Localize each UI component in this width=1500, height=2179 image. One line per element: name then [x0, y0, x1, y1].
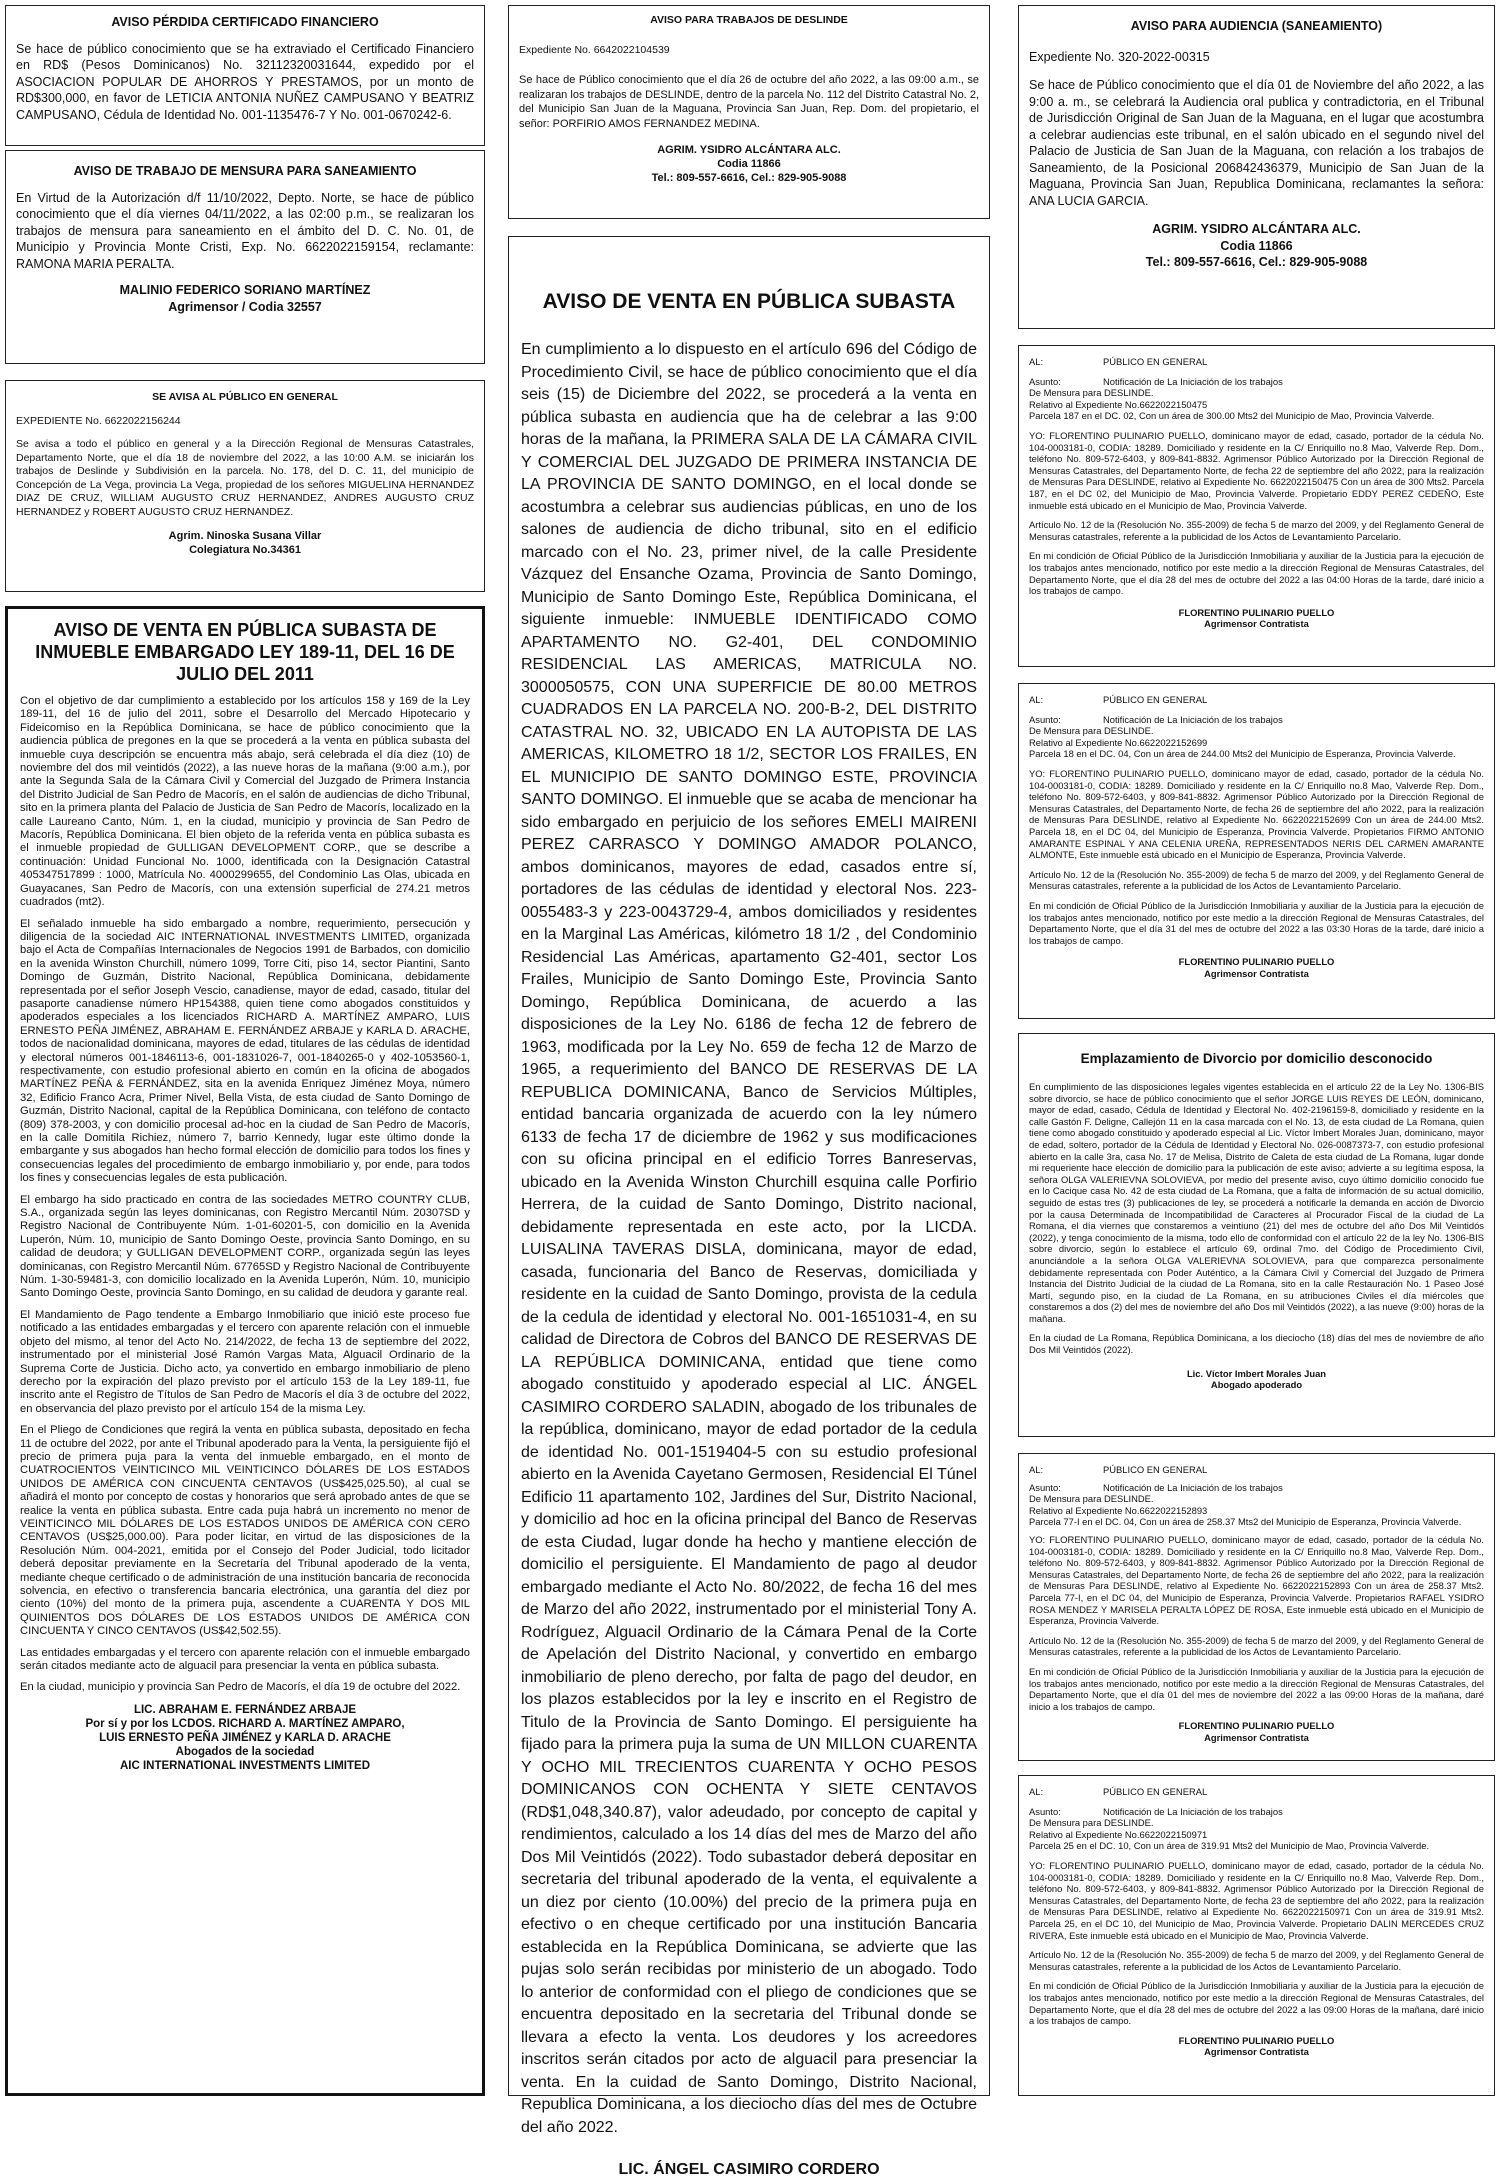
notice-paragraph: Con el objetivo de dar cumplimiento a establecido por los artículos 158 y 169 de la Ley 189-11, del 16 de julio del 2011, sobre el Desarrollo del Mercado Hipotecario y Fideicomiso en la República Dominicana, se hace de público conocimiento que la audiencia pública de pregones en la que se procederá a la venta en pública subasta del inmueble cuya descripción se encuentra más abajo, será celebrada el día diez (10) de noviembre del dos mil veintidós (2022), a las nueve horas de la mañana (9:00 a.m.), por ante la Segunda Sala de la Cámara Civil y Comercial del Juzgado de Primera Instancia del Distrito Judicial de San Pedro de Macorís, en el salón de audiencias de dicho Tribunal, sito en la primera planta del Palacio de Justicia de San Pedro de Macorís, localizado en la calle Laureano Canto, Núm. 1, en la ciudad, municipio y provincia de San Pedro de Macorís, República Dominicana. El bien objeto de la referida venta en pública subasta es el inmueble propiedad de GULLIGAN DEVELOPMENT CORP., que se describe a continuación: Unidad Funcional No. 1000, identificada con la Designación Catastral 405347517899 : 1000, Matrícula No. 4000299655, del Condominio Las Olas, ubicada en Guayacanes, San Pedro de Macorís, con una extensión superficial de 274.21 metros cuadrados (mt2). — [20, 695, 470, 909]
signature-title: Agrimensor / Codia 32557 — [168, 299, 322, 314]
subject-label: Asunto: — [1029, 375, 1061, 387]
signature-name: FLORENTINO PULINARIO PUELLO — [1178, 2034, 1335, 2046]
signature-line: LUIS ERNESTO PEÑA JIMÉNEZ y KARLA D. ARACHE — [99, 1731, 391, 1744]
signature-name: AGRIM. YSIDRO ALCÁNTARA ALC. — [657, 144, 841, 156]
signature-line: Tel.: 809-557-6616, Cel.: 829-905-9088 — [651, 172, 847, 184]
signature-name: FLORENTINO PULINARIO PUELLO — [1178, 1720, 1335, 1732]
notice-body: Se avisa a todo el público en general y a la Dirección Regional de Mensuras Catastrales, Departamento Norte, que el día 18 de noviembre del 2022, a las 10:00 A.M. se iniciarán los trabajos de Deslinde y Subdivisión en la parcela. No. 178, del D. C. 11, del municipio de Concepción de La Vega, provincia La Vega, propiedad de los señores MIGUELINA HERNANDEZ DIAZ DE CRUZ, WILLIAM AUGUSTO CRUZ HERNANDEZ, ANDRES AUGUSTO CRUZ HERNANDEZ y ROBERT AUGUSTO CRUZ HERNANDEZ. — [16, 438, 474, 518]
signature-name: Agrim. Ninoska Susana Villar — [168, 530, 322, 542]
notice-paragraph: Artículo No. 12 de la (Resolución No. 355-2009) de fecha 5 de marzo del 2009, y del Reglamento General de Mensuras catastrales, referente a la publicidad de los Actos de Levantamiento Parcelario. — [1029, 1949, 1484, 1972]
notice-line: Parcela 18 en el DC. 04, Con un área de 244.00 Mts2 del Municipio de Esperanza, Provincia Valverde. — [1029, 748, 1456, 760]
notice-line: De Mensura para DESLINDE. — [1029, 1817, 1154, 1829]
signature-line: Codia 11866 — [717, 158, 781, 170]
notice-line: Relativo al Expediente No.6622022150971 — [1029, 1828, 1208, 1840]
signature-name: FLORENTINO PULINARIO PUELLO — [1178, 956, 1335, 968]
notice-date-line: En la ciudad, municipio y provincia San Pedro de Macorís, el día 19 de octubre del 2022. — [20, 1681, 461, 1694]
signature-line: Codia 11866 — [1220, 238, 1293, 253]
signature-title: Agrimensor Contratista — [1204, 967, 1309, 979]
subject-value: Notificación de La Iniciación de los trabajos — [1103, 713, 1283, 725]
subject-label: Asunto: — [1029, 1481, 1061, 1493]
notice-line: Relativo al Expediente No.6622022150475 — [1029, 398, 1208, 410]
notice-title: AVISO PÉRDIDA CERTIFICADO FINANCIERO — [111, 15, 379, 29]
notice-paragraph: En mi condición de Oficial Público de la Jurisdicción Inmobiliaria y auxiliar de la Justicia para la ejecución de los trabajos antes mencionado, notifico por este medio a la dirección Regional de Mensuras Catastrales, del Departamento Norte, que el día 28 del mes de octubre del 2022 a las 09:00 Horas de la mañana, daré inicio a los trabajos de campo. — [1029, 1980, 1484, 2027]
notice-line: De Mensura para DESLINDE. — [1029, 1493, 1154, 1505]
subject-value: Notificación de La Iniciación de los trabajos — [1103, 375, 1283, 387]
notice-mensura-3 — [1018, 1453, 1495, 1761]
notice-mensura-saneamiento — [5, 150, 485, 364]
subject-label: Asunto: — [1029, 713, 1061, 725]
notice-paragraph: Las entidades embargadas y el tercero con aparente relación con el inmueble embargado serán citados mediante acto de alguacil para presenciar la venta en pública subasta. — [20, 1646, 470, 1673]
notice-line: Parcela 77-I en el DC. 04, Con un área de 258.37 Mts2 del Municipio de Esperanza, Provincia Valverde. — [1029, 1516, 1462, 1528]
signature-name: Lic. Víctor Imbert Morales Juan — [1186, 1367, 1327, 1379]
notice-title: AVISO DE VENTA EN PÚBLICA SUBASTA DE INMUEBLE EMBARGADO LEY 189-11, DEL 16 DE JULIO DEL 2011 — [35, 620, 455, 684]
notice-deslinde-works — [508, 5, 990, 219]
subject-value: Notificación de La Iniciación de los trabajos — [1103, 1481, 1283, 1493]
notice-public-auction-embargo — [5, 606, 485, 2096]
expediente-number: Expediente No. 320-2022-00315 — [1029, 49, 1210, 64]
signature-title: Agrimensor Contratista — [1204, 618, 1309, 630]
to-label: AL: — [1029, 1786, 1044, 1797]
notice-mensura-1 — [1018, 345, 1495, 667]
notice-paragraph: Artículo No. 12 de la (Resolución No. 355-2009) de fecha 5 de marzo del 2009, y del Reglamento General de Mensuras catastrales, referente a la publicidad de los Actos de Levantamiento Parcelario. — [1029, 1634, 1484, 1658]
notice-paragraph: El embargo ha sido practicado en contra de las sociedades METRO COUNTRY CLUB, S.A., organizada según las leyes dominicanas, con Registro Mercantil Núm. 20307SD y Registro Nacional de Contribuyente Núm. 1-01-60201-5, con domicilio en la Avenida Luperón, Núm. 10, municipio de Santo Domingo Oeste, provincia Santo Domingo, en su calidad de deudora; y GULLIGAN DEVELOPMENT CORP., organizada según las leyes dominicanas, con Registro Mercantil Núm. 67765SD y Registro Nacional de Contribuyente Núm. 1-30-59481-3, con domicilio localizado en la Avenida Luperón, Núm. 10, municipio Santo Domingo Oeste, provincia Santo Domingo, en su calidad de deudora y garante real. — [20, 1193, 470, 1300]
notice-paragraph: En mi condición de Oficial Público de la Jurisdicción Inmobiliaria y auxiliar de la Justicia para la ejecución de los trabajos antes mencionado, notifico por este medio a la dirección Regional de Mensuras Catastrales, del Departamento Norte, que el día 31 del mes de octubre del 2022 a las 03:30 Horas de la tarde, daré inicio a los trabajos de campo. — [1029, 899, 1484, 946]
notice-body: En cumplimiento a lo dispuesto en el artículo 696 del Código de Procedimiento Civil, se hace de público conocimiento que el día seis (15) de Diciembre del 2022, se procederá a la venta en pública subasta en audiencia que ha de celebrar a las 9:00 horas de la mañana, la PRIMERA SALA DE LA CÁMARA CIVIL Y COMERCIAL DEL JUZGADO DE PRIMERA INSTANCIA DE LA PROVINCIA DE SANTO DOMINGO, en el local donde se acostumbra a celebrar sus audiencias públicas, en uno de los salones de audiencia de dicho tribunal, sito en el edificio marcado con el No. 23, primer nivel, de la calle Presidente Vázquez del Ensanche Ozama, Provincia de Santo Domingo, Municipio de Santo Domingo Este, República Dominicana, el siguiente inmueble: INMUEBLE IDENTIFICADO COMO APARTAMENTO NO. G2-401, DEL CONDOMINIO RESIDENCIAL LAS AMERICAS, MATRICULA NO. 3000050575, CON UNA SUPERFICIE DE 80.00 METROS CUADRADOS EN LA PARCELA NO. 200-B-2, DEL DISTRITO CATASTRAL NO. 32, UBICADO EN LA AUTOPISTA DE LAS AMERICAS, KILOMETRO 18 1/2, SECTOR LOS FRAILES, EN EL MUNICIPIO DE SANTO DOMINGO ESTE, PROVINCIA SANTO DOMINGO. El inmueble que se acaba de mencionar ha sido embargado en perjuicio de los señores EMELI MAIRENI PEREZ CARRASCO Y DOMINGO AMADOR POLANCO, ambos dominicanos, mayores de edad, casados entre sí, portadores de las cédulas de identidad y electoral Nos. 223-0055483-3 y 223-0043729-4, ambos domiciliados y residentes en la Marginal Las Américas, kilómetro 18 1/2 , del Condominio Residencial Las Américas, apartamento G2-401, sector Los Frailes, Municipio de Santo Domingo Este, Provincia Santo Domingo, República Dominicana, de acuerdo a las disposiciones de la Ley No. 6186 de fecha 12 de febrero de 1963, modificada por la Ley No. 659 de fecha 12 de Marzo de 1965, a requerimiento del BANCO DE RESERVAS DE LA REPUBLICA DOMINICANA, Banco de Servicios Múltiples, entidad bancaria organizada de acuerdo con la ley número 6133 de fecha 17 de diciembre de 1962 y sus modificaciones con su oficina principal en el edificio Torres Banreservas, ubicado en la Avenida Winston Churchill esquina calle Porfirio Herrera, de la cuidad de Santo Domingo, Distrito nacional, debidamente representada en este acto, por la LICDA. LUISALINA TAVERAS DISLA, dominicana, mayor de edad, casada, funcionaria del Banco de Reservas, domiciliada y residente en la cuidad de Santo Domingo, provista de la cedula de la cedula de identidad y electoral No. 001-1651031-4, en su calidad de Directora de Cobros del BANCO DE RESERVAS DE LA REPÚBLICA DOMINICANA, entidad que tiene como abogado constituido y apoderado especial al LIC. ÁNGEL CASIMIRO CORDERO SALADIN, abogado de los tribunales de la república, dominicano, mayor de edad portador de la cedula de identidad No. 001-1519404-5 con su estudio profesional abierto en la Avenida Cayetano Germosen, Residencial El Túnel Edificio 11 apartamento 102, Jardines del Sur, Distrito Nacional, y domicilio ad hoc en la oficina principal del Banco de Reservas de esta Ciudad, lugar donde ha hecho y mantiene elección de domicilio el persiguiente. El Mandamiento de pago al deudor embargado mediante el Acto No. 80/2022, de fecha 16 del mes de Marzo del año 2022, instrumentado por el ministerial Tony A. Rodríguez, Alguacil Ordinario de la Cámara Penal de la Corte de Apelación del Distrito Nacional, y convertido en embargo inmobiliario de pleno derecho, por falta de pago del deudor, en los plazos establecidos por la ley e inscrito en el Registro de Titulo de la Provincia de Santo Domingo. El persiguiente ha fijado para la primera puja la suma de UN MILLON CUARENTA Y OCHO MIL TRECIENTOS CUARENTA Y OCHO PESOS DOMINICANOS CON OCHENTA Y SIETE CENTAVOS (RD$1,048,340.87), valor adeudado, por concepto de capital y rendimientos, calculado a los 14 días del mes de Marzo del año Dos Mil Veintidós (2022). Todo subastador deberá depositar en secretaria del tribunal apoderado de la venta, el equivalente a un diez por ciento (10.00%) del precio de la primera puja en efectivo o en cheque certificado por una institución Bancaria establecida en la República Dominicana, se advierte que las pujas solo serán recibidas por ministerio de un abogado. Todo lo anterior de conformidad con el pliego de condiciones que se encuentra depositado en la secretaria del Tribunal donde se llevara a efecto la venta. Los deudores y los acreedores inscritos serán citados por acto de alguacil para presenciar la venta. En la cuidad de Santo Domingo, Distrito Nacional, Republica Dominicana, a los dieciocho días del mes de Octubre del año 2022. — [521, 341, 977, 2136]
notice-audience-saneamiento — [1018, 5, 1495, 329]
notice-line: Parcela 25 en el DC. 10, Con un área de 319.91 Mts2 del Municipio de Mao, Provincia Valverde. — [1029, 1840, 1430, 1852]
notice-public-deslinde — [5, 380, 485, 592]
notice-lost-certificate — [5, 5, 485, 146]
notice-title: AVISO DE VENTA EN PÚBLICA SUBASTA — [542, 290, 956, 313]
notice-body: En Virtud de la Autorización d/f 11/10/2022, Depto. Norte, se hace de público conocimiento que el día viernes 04/11/2022, a las 02:00 p.m., se realizaran los trabajos de mensura para saneamiento en el ámbito del D. C. No. 01, de Municipio y Provincia Monte Cristi, Exp. No. 6622022159154, reclamante: RAMONA MARIA PERALTA. — [16, 190, 474, 271]
to-value: PÚBLICO EN GENERAL — [1103, 1786, 1208, 1797]
notice-body: Se hace de Público conocimiento que el día 26 de octubre del año 2022, a las 09:00 a.m., se realizaran los trabajos de DESLINDE, dentro de la parcela No. 112 del Distrito Catastral No. 2, del Municipio San Juan de la Maguana, Provincia San Juan, Rep. Dom. del propietario, el señor: PORFIRIO AMOS FERNANDEZ MEDINA. — [519, 74, 979, 130]
to-label: AL: — [1029, 694, 1044, 705]
notice-paragraph: El Mandamiento de Pago tendente a Embargo Inmobiliario que inició este proceso fue notificado a las entidades embargadas y el tercero con aparente relación con el inmueble objeto del mismo, al tenor del Acto No. 214/2022, de fecha 13 de septiembre del 2022, instrumentado por el ministerial José Ramón Vargas Mata, Alguacil Ordinario de la Suprema Corte de Justicia. Dicho acto, ya convertido en embargo inmobiliario de pleno derecho por la expiración del plazo previsto por el artículo 153 de la Ley 189-11, fue inscrito ante el Registro de Títulos de San Pedro de Macorís el día 3 de octubre del 2022, en observancia del plazo previsto por el artículo 154 de la misma Ley. — [20, 1308, 470, 1415]
signature-line: Abogados de la sociedad — [175, 1745, 315, 1758]
notice-body: Se hace de público conocimiento que se ha extraviado el Certificado Financiero en RD$ (Pesos Dominicanos) No. 32112320031644, expedido por el ASOCIACION POPULAR DE AHORROS Y PRESTAMOS, por un monto de RD$300,000, en favor de LETICIA ANTONIA NUÑEZ CAMPUSANO Y BEATRIZ CAMPUSANO, Cédula de Identidad No. 001-1135476-7 Y No. 001-0670242-6. — [16, 41, 474, 122]
notice-title: AVISO PARA TRABAJOS DE DESLINDE — [650, 14, 848, 26]
signature-title: Colegiatura No.34361 — [189, 544, 301, 556]
to-label: AL: — [1029, 1464, 1044, 1475]
notice-line: Relativo al Expediente No.6622022152893 — [1029, 1504, 1208, 1516]
notice-paragraph: En mi condición de Oficial Público de la Jurisdicción Inmobiliaria y auxiliar de la Justicia para la ejecución de los trabajos antes mencionado, notifico por este medio a la dirección Regional de Mensuras Catastrales, del Departamento Norte, que el día 01 del mes de noviembre del 2022 a las 09:00 Horas de la mañana, daré inicio a los trabajos de campo. — [1029, 1665, 1484, 1712]
notice-mensura-2 — [1018, 683, 1495, 1019]
expediente-number: EXPEDIENTE No. 6622022156244 — [16, 414, 181, 427]
notice-divorce-summons — [1018, 1033, 1495, 1437]
notice-paragraph: Artículo No. 12 de la (Resolución No. 355-2009) de fecha 5 de marzo del 2009, y del Reglamento General de Mensuras catastrales, referente a la publicidad de los Actos de Levantamiento Parcelario. — [1029, 868, 1484, 892]
expediente-number: Expediente No. 6642022104539 — [519, 43, 670, 56]
notice-paragraph: Artículo No. 12 de la (Resolución No. 355-2009) de fecha 5 de marzo del 2009, y del Reglamento General de Mensuras catastrales, referente a la publicidad de los Actos de Levantamiento Parcelario. — [1029, 519, 1484, 542]
notice-mensura-4 — [1018, 1775, 1495, 2096]
notice-title: AVISO DE TRABAJO DE MENSURA PARA SANEAMIENTO — [73, 164, 417, 178]
to-value: PÚBLICO EN GENERAL — [1103, 694, 1208, 705]
notice-paragraph: En mi condición de Oficial Público de la Jurisdicción Inmobiliaria y auxiliar de la Justicia para la ejecución de los trabajos antes mencionado, notifico por este medio a la dirección Regional de Mensuras Catastrales, del Departamento Norte, que el día 28 del mes de octubre del 2022 a las 04:00 Horas de la tarde, daré inicio a los trabajos de campo. — [1029, 550, 1484, 597]
notice-line: Parcela 187 en el DC. 02, Con un área de 300.00 Mts2 del Municipio de Mao, Provincia Valverde. — [1029, 410, 1435, 422]
notice-date-line: En la ciudad de La Romana, República Dominicana, a los dieciocho (18) días del mes de noviembre de año Dos Mil Veintidós (2022). — [1029, 1332, 1484, 1356]
notice-title: SE AVISA AL PÚBLICO EN GENERAL — [152, 391, 338, 403]
signature-line: Por sí y por los LCDOS. RICHARD A. MARTÍNEZ AMPARO, — [85, 1717, 405, 1730]
to-value: PÚBLICO EN GENERAL — [1103, 356, 1208, 367]
notice-title: AVISO PARA AUDIENCIA (SANEAMIENTO) — [1130, 19, 1383, 33]
subject-label: Asunto: — [1029, 1805, 1061, 1817]
signature-name: FLORENTINO PULINARIO PUELLO — [1178, 606, 1335, 618]
notice-line: De Mensura para DESLINDE. — [1029, 387, 1154, 399]
notice-paragraph: YO: FLORENTINO PULINARIO PUELLO, dominicano mayor de edad, casado, portador de la cédula No. 104-0003181-0, CODIA: 18289. Domiciliado y residente en la C/ Enriquillo no.8 Mao, Valverde Rep. Dom., teléfono No. 809-572-6403, y 809-841-8832. Agrimensor Público Autorizado por la Dirección Regional de Mensuras Catastrales, del Departamento Norte, de fecha 26 de septiembre del año 2022, para la realización de Mensuras Para DESLINDE, relativo al Expediente No. 6622022152893 Con un área de 258.37 Mts2. Parcela 77-I, en el DC 04, del Municipio de Esperanza, Provincia Valverde. Propietarios RAFAEL YSIDRO ROSA MENDEZ Y MARISELA PERALTA LÓPEZ DE ROSA, Este inmueble está ubicado en el Municipio de Esperanza, Provincia Valverde. — [1029, 1533, 1484, 1627]
notice-paragraph: El señalado inmueble ha sido embargado a nombre, requerimiento, persecución y diligencia de la sociedad AIC INTERNATIONAL INVESTMENTS LIMITED, organizada bajo el Acta de Compañías Internacionales de Negocios 1991 de Barbados, con domicilio en la avenida Winston Churchill, número 1099, Torre Citi, piso 14, sector Piantini, Santo Domingo de Guzmán, Distrito Nacional, República Dominicana, debidamente representada por el señor Joseph Vescio, canadiense, mayor de edad, casado, titular del pasaporte canadiense número HP154388, quien tiene como abogados constituidos y apoderados especiales a los licenciados RICHARD A. MARTÍNEZ AMPARO, LUIS ERNESTO PEÑA JIMÉNEZ, ABRAHAM E. FERNÁNDEZ ARBAJE y KARLA D. ARACHE, todos de nacionalidad dominicana, mayores de edad, titulares de las cédulas de identidad y electoral números 001-1846113-6, 001-1831026-7, 001-1840265-0 y 402-1053560-1, respectivamente, con estudio profesional abierto en común en la oficina de abogados MARTÍNEZ PEÑA & FERNÁNDEZ, sita en la avenida Enriquez Jiménez Moya, número 32, Edificio Franco Acra, Primer Nivel, Bella Vista, de esta ciudad de Santo Domingo de Guzmán, Distrito Nacional, capital de la República Dominicana, con teléfono de contacto (809) 378-2003, y con domicilio procesal ad-hoc en la ciudad de San Pedro de Macorís, en la calle Domitila Richiez, número 7, barrio Kennedy, lugar este último donde la embargante y sus abogados han hecho formal elección de domicilio para todos los fines y consecuencias legales del procedimiento de embargo inmobiliario y, por ende, para todos los fines y consecuencias legales de esta publicación. — [20, 917, 470, 1185]
subject-value: Notificación de La Iniciación de los trabajos — [1103, 1805, 1283, 1817]
notice-public-auction — [508, 236, 990, 2178]
notice-paragraph: En el Pliego de Condiciones que regirá la venta en pública subasta, depositado en fecha 11 de octubre del 2022, por ante el Tribunal apoderado para la Venta, la persiguiente fijó el precio de primera puja para la venta del inmueble embargado, en el monto de CUATROCIENTOS VEINTICINCO MIL VEINTICINCO DÓLARES DE LOS ESTADOS UNIDOS DE AMÉRICA CON CINCUENTA CENTAVOS (US$425,025.50), al cual se añadirá el monto por concepto de costas y honorarios que será aprobado antes de que se realice la venta en pública subasta. Entre cada puja habrá un incremento no menor de VEINTICINCO MIL DÓLARES DE LOS ESTADOS UNIDOS DE AMÉRICA CON CERO CENTAVOS (US$25,000.00). Para poder licitar, en virtud de las disposiciones de la Resolución Núm. 004-2021, emitida por el Consejo del Poder Judicial, todo licitador deberá depositar previamente en la Secretaría del Tribunal apoderado de la venta, mediante cheque certificado o de administración de una institución bancaria de reconocida solvencia, en efectivo o transferencia bancaria electrónica, una garantía del diez por ciento (10%) del monto de la primera puja, ascendente a CUARENTA Y DOS MIL QUINIENTOS DOS DÓLARES DE LOS ESTADOS UNIDOS DE AMÉRICA CON CINCUENTA Y CINCO CENTAVOS (US$42,502.55). — [20, 1424, 470, 1638]
notice-paragraph: YO: FLORENTINO PULINARIO PUELLO, dominicano mayor de edad, casado, portador de la cédula No. 104-0003181-0, CODIA: 18289. Domiciliado y residente en la C/ Enriquillo no.8 Mao, Valverde Rep. Dom., teléfono No. 809-572-6403, y 809-841-8832. Agrimensor Público Autorizado por la Dirección Regional de Mensuras Catastrales, del Departamento Norte, de fecha 23 de septiembre del año 2022, para la realización de Mensuras Para DESLINDE, relativo al Expediente No. 6622022150971 Con un área de 319.91 Mts2. Parcela 25, en el DC 10, del Municipio de Mao, Provincia Valverde. Propietario DALIN MERCEDES CRUZ RIVERA, Este inmueble está ubicado en el Municipio de Mao, Provincia Valverde. — [1029, 1859, 1484, 1941]
notice-line: De Mensura para DESLINDE. — [1029, 725, 1154, 737]
signature-name: MALINIO FEDERICO SORIANO MARTÍNEZ — [119, 283, 371, 297]
signature-title: Agrimensor Contratista — [1204, 1731, 1309, 1743]
signature-title: Abogado apoderado — [1210, 1379, 1303, 1391]
signature-title: Agrimensor Contratista — [1204, 2046, 1309, 2058]
notice-line: Relativo al Expediente No.6622022152699 — [1029, 736, 1208, 748]
signature-name: LIC. ABRAHAM E. FERNÁNDEZ ARBAJE — [133, 1703, 357, 1716]
to-label: AL: — [1029, 356, 1044, 367]
signature-line: AIC INTERNATIONAL INVESTMENTS LIMITED — [119, 1759, 371, 1772]
notice-paragraph: En cumplimiento de las disposiciones legales vigentes establecida en el artículo 22 de la Ley No. 1306-BIS sobre divorcio, se hace de público conocimiento que el señor JORGE LUIS REYES DE LEÓN, dominicano, mayor de edad, casado, Cédula de Identidad y Electoral No. 402-2196159-8, domiciliado y residente en la calle Gastón F. Deligne, Callejón 11 en la casa marcada con el No. 13, de esta ciudad de La Romana, quien tiene como abogado constituido y apoderado especial al Lic. Víctor Imbert Morales Juan, dominicano, mayor de edad, soltero, portador de la Cédula de Identidad y Electoral No. 026-0087373-7, con estudio profesional abierto en la calle 3ra, casa No. 17 de Melisa, Distrito de Caleta de esta ciudad de La Romana, lugar donde mi requeriente hace elección de domicilio para la publicación de este aviso; advierte a su legítima esposa, la señora OLGA VALERIEVNA SOLOVIEVA, por medio del presente aviso, cuyo último domicilio conocido fue en lo Cacique casa No. 42 de esta ciudad de La Romana, que a falta de información de su actual domicilio, seguido de estas tres (3) publicaciones de ley, se procederá a notificarle la demanda en acción de Divorcio por la causa Determinada de Incompatibilidad de Caracteres al Procurador Fiscal de la ciudad de La Romana, el día viernes que constaremos a veintiuno (21) del mes de octubre del año Dos Mil Veintidós (2022), y tenga conocimiento de la misma, todo ello de conformidad con el artículo 22 de la ley No. 1306-BIS sobre divorcio, según lo establece el artículo 69, ordinal 7mo. del Código de Procedimiento Civil, anunciándole a la señora OLGA VALERIEVNA SOLOVIEVA, para que comparezca personalmente debidamente representada con Poder Auténtico, a la Cámara Civil y Comercial del Juzgado de Primera Instancia del Distrito Judicial de la ciudad de La Romana, sito en la calle Restauración No. 1 Paseo José Martí, segundo piso, en la ciudad de La Romana, en su atribuciones Civiles el día miércoles que constaremos a dos (2) del mes de noviembre del año Dos mil Veintidós (2022), a las nueve (9:00) horas de la mañana. — [1029, 1081, 1484, 1324]
notice-paragraph: YO: FLORENTINO PULINARIO PUELLO, dominicano mayor de edad, casado, portador de la cédula No. 104-0003181-0, CODIA: 18289. Domiciliado y residente en la C/ Enriquillo no.8 Mao, Valverde Rep. Dom., teléfono No. 809-572-6403, y 809-841-8832. Agrimensor Público Autorizado por la Dirección Regional de Mensuras Catastrales, del Departamento Norte, de fecha 26 de septiembre del año 2022, para la realización de Mensuras Para DESLINDE, relativo al Expediente No. 6622022152699 Con un área de 244.00 Mts2. Parcela 18, en el DC 04, del Municipio de Esperanza, Provincia Valverde. Propietarios FIRMO ANTONIO AMARANTE ESPINAL Y ANA CELENIA UREÑA, REPRESENTADOS NERIS DEL CARMEN AMARANTE ALMONTE, Este inmueble está ubicado en el Municipio de Esperanza, Provincia Valverde. — [1029, 767, 1484, 861]
signature-line: Tel.: 809-557-6616, Cel.: 829-905-9088 — [1145, 255, 1368, 269]
signature-name: AGRIM. YSIDRO ALCÁNTARA ALC. — [1152, 222, 1361, 236]
to-value: PÚBLICO EN GENERAL — [1103, 1464, 1208, 1475]
notice-title: Emplazamiento de Divorcio por domicilio desconocido — [1080, 1051, 1433, 1066]
signature-name: LIC. ÁNGEL CASIMIRO CORDERO — [618, 2161, 880, 2178]
notice-paragraph: YO: FLORENTINO PULINARIO PUELLO, dominicano mayor de edad, casado, portador de la cédula No. 104-0003181-0, CODIA: 18289. Domiciliado y residente en la C/ Enriquillo no.8 Mao, Valverde Rep. Dom., teléfono No. 809-572-6403, y 809-841-8832. Agrimensor Público Autorizado por la Dirección Regional de Mensuras Catastrales, del Departamento Norte, de fecha 22 de septiembre del año 2022, para la realización de Mensuras Para DESLINDE, relativo al Expediente No. 6622022150475 Con un área de 300 Mts2. Parcela 187, en el DC 02, del Municipio de Mao, Provincia Valverde. Propietario EDDY PEREZ CEDEÑO, Este inmueble está ubicado en el Municipio de Mao, Provincia Valverde. — [1029, 429, 1484, 511]
notice-body: Se hace de Público conocimiento que el día 01 de Noviembre del año 2022, a las 9:00 a. m., se celebrará la Audiencia oral publica y contradictoria, en el Tribunal de Jurisdicción Original de San Juan de la Maguana, en el lugar que acostumbra a celebrar audiencias este tribunal, en el salón ubicado en el segundo nivel del Palacio de Justicia de San Juan de la Maguana, con relación a los trabajos de Saneamiento, de la Posicional 206842436379, Municipio de San Juan de la Maguana, Provincia San Juan, Republica Dominicana, reclamantes la señora: ANA LUCIA GARCIA. — [1029, 78, 1484, 208]
